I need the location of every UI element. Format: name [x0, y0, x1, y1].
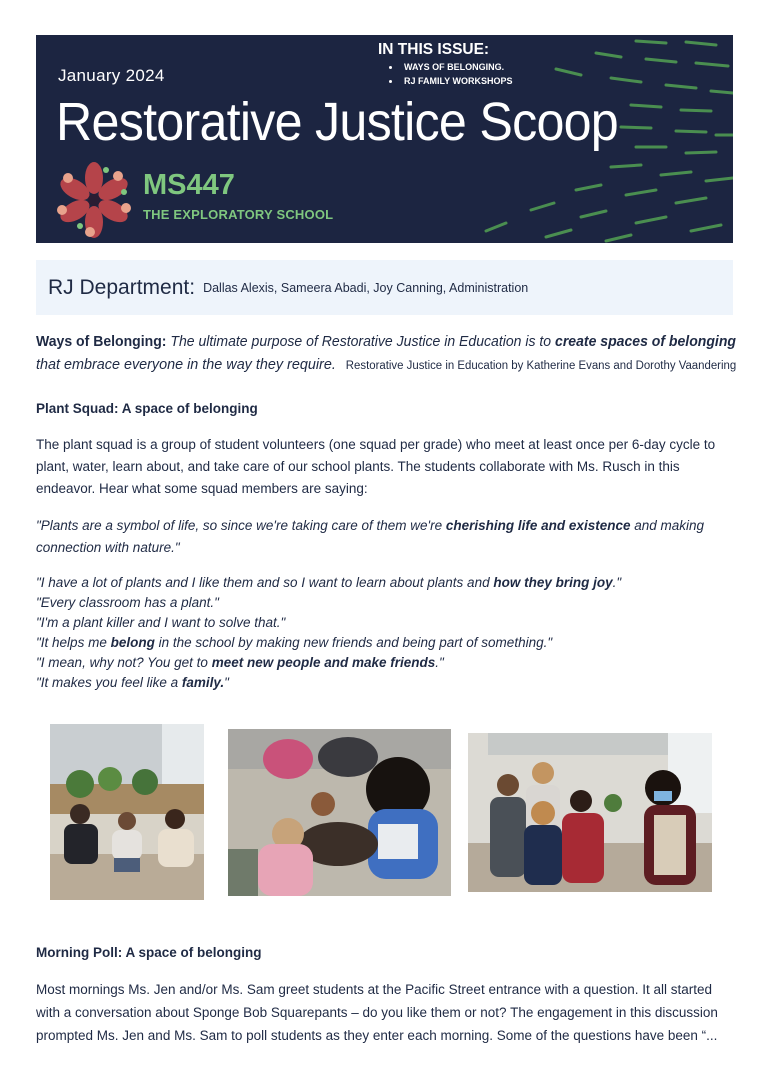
- ways-line-2: [36, 354, 737, 378]
- ways-quote-emphasis: create spaces of belonging: [555, 334, 736, 350]
- paragraph-line: plant, water, learn about, and take care of our school plants. The students collaborate with Ms. Rusch in this: [36, 459, 680, 474]
- ways-citation: Restorative Justice in Education by Katherine Evans and Dorothy Vaandering: [345, 360, 737, 372]
- morning-poll-paragraph: [36, 978, 736, 1047]
- ways-quote-part1: The ultimate purpose of Restorative Justice in Education is to: [170, 334, 552, 350]
- paragraph-line: endeavor. Hear what some squad members are saying:: [36, 481, 368, 496]
- quote-line: "I have a lot of plants and I like them and so I want to learn about plants and how they bring joy.": [36, 575, 622, 590]
- quote-line: "Every classroom has a plant.": [36, 595, 219, 610]
- quote-line: "It helps me belong in the school by making new friends and being part of something.": [36, 635, 553, 650]
- issue-item: WAYS OF BELONGING.: [389, 60, 513, 74]
- photo-students-plants-3: [468, 733, 712, 892]
- ways-line-1: [36, 331, 736, 354]
- department-box: [36, 260, 733, 315]
- plant-squad-quote-1: "Plants are a symbol of life, so since we're taking care of them we're cherishing life and existence and making connection with nature.": [36, 518, 705, 555]
- morning-poll-heading: Morning Poll: A space of belonging: [36, 945, 262, 960]
- issue-item: RJ FAMILY WORKSHOPS: [389, 74, 513, 88]
- bullet-icon: [389, 80, 392, 83]
- bullet-icon: [389, 66, 392, 69]
- plant-squad-paragraph: [36, 434, 736, 500]
- quote-line: "I mean, why not? You get to meet new people and make friends.": [36, 655, 444, 670]
- ways-quote-part2: that embrace everyone in the way they require.: [36, 357, 336, 373]
- department-members: Dallas Alexis, Sameera Abadi, Joy Canning, Administration: [203, 280, 529, 295]
- paragraph-line: Most mornings Ms. Jen and/or Ms. Sam greet students at the Pacific Street entrance with a question. It all started: [36, 982, 713, 997]
- issue-date: January 2024: [58, 66, 165, 85]
- in-this-issue-heading: IN THIS ISSUE:: [378, 41, 490, 58]
- photo-students-plants-2: [228, 729, 451, 896]
- issue-list: [389, 60, 513, 88]
- paragraph-line: with a conversation about Sponge Bob Squarepants – do you like them or not? The engagement in this discussion: [36, 1005, 718, 1020]
- ways-label: Ways of Belonging:: [36, 334, 167, 350]
- school-name: THE EXPLORATORY SCHOOL: [143, 207, 334, 222]
- school-code: MS447: [143, 169, 235, 201]
- quote-line: "It makes you feel like a family.": [36, 675, 229, 690]
- plant-squad-heading: Plant Squad: A space of belonging: [36, 401, 258, 416]
- photo-students-plants-1: [50, 724, 204, 900]
- ways-of-belonging: [36, 331, 736, 378]
- plant-squad-quotes: [36, 573, 736, 693]
- department-label: RJ Department:: [48, 275, 196, 299]
- newsletter-title: Restorative Justice Scoop: [56, 92, 618, 152]
- newsletter-banner: [36, 35, 733, 243]
- paragraph-line: The plant squad is a group of student volunteers (one squad per grade) who meet at least once per 6-day cycle to: [36, 437, 716, 452]
- school-flower-logo: [54, 158, 138, 238]
- quote-line: "I'm a plant killer and I want to solve that.": [36, 615, 286, 630]
- paragraph-line: prompted Ms. Jen and Ms. Sam to poll students as they enter each morning. Some of the questions have been “...: [36, 1028, 718, 1043]
